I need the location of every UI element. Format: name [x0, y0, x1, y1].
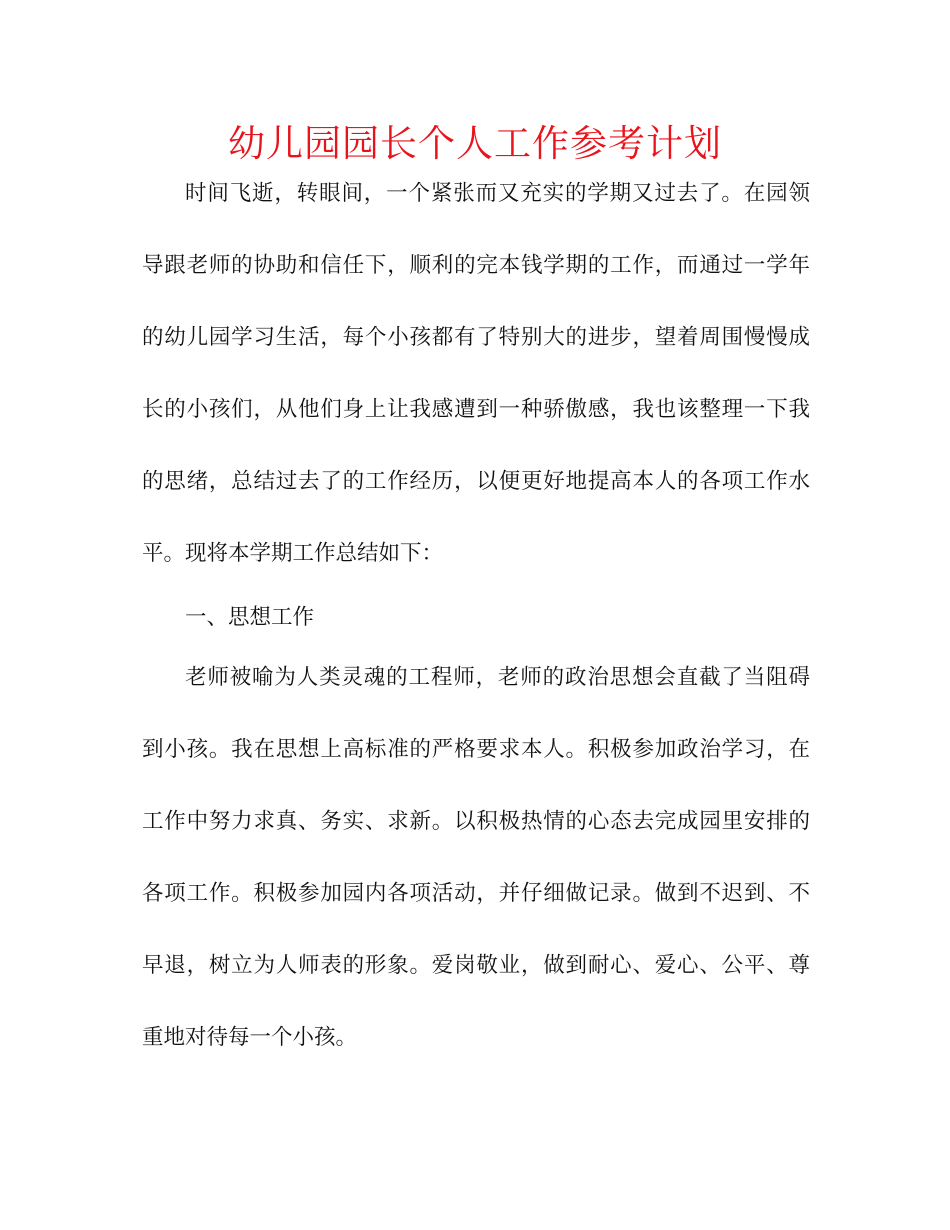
paragraph-line: 时间飞逝，转眼间，一个紧张而又充实的学期又过去了。在园领 [185, 181, 810, 206]
paragraph-line: 重地对待每一个小孩。 [142, 1025, 358, 1050]
document-title: 幼儿园园长个人工作参考计划 [228, 122, 722, 165]
paragraph-line: 到小孩。我在思想上高标准的严格要求本人。积极参加政治学习，在 [142, 737, 810, 762]
paragraph-line: 工作中努力求真、务实、求新。以积极热情的心态去完成园里安排的 [142, 809, 810, 834]
paragraph-line: 早退，树立为人师表的形象。爱岗敬业，做到耐心、爱心、公平、尊 [142, 953, 810, 978]
paragraph-line: 平。现将本学期工作总结如下： [142, 541, 444, 566]
paragraph-line: 导跟老师的协助和信任下，顺利的完本钱学期的工作，而通过一学年 [142, 253, 810, 278]
paragraph-line: 的幼儿园学习生活，每个小孩都有了特别大的进步，望着周围慢慢成 [142, 325, 810, 350]
paragraph-line: 长的小孩们，从他们身上让我感遭到一种骄傲感，我也该整理一下我 [142, 397, 810, 422]
paragraph-line: 各项工作。积极参加园内各项活动，并仔细做记录。做到不迟到、不 [142, 881, 810, 906]
paragraph-line: 的思绪，总结过去了的工作经历，以便更好地提高本人的各项工作水 [142, 469, 810, 494]
section-heading: 一、思想工作 [185, 605, 315, 630]
paragraph-line: 老师被喻为人类灵魂的工程师，老师的政治思想会直截了当阻碍 [185, 665, 810, 690]
